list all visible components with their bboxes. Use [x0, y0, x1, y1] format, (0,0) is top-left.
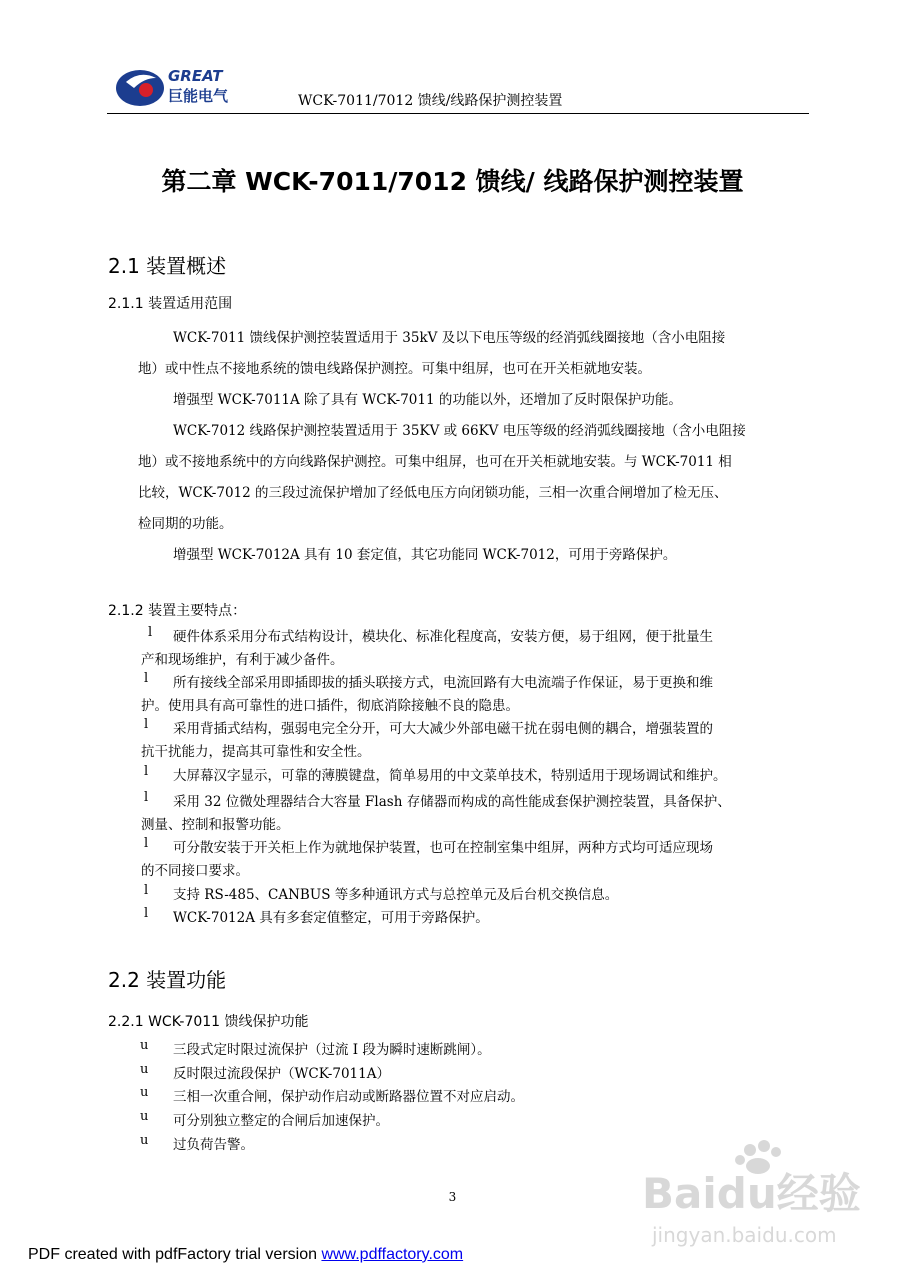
paragraph-line: WCK-7012 线路保护测控装置适用于 35KV 或 66KV 电压等级的经消弧线圈接地（含小电阻接: [173, 423, 746, 439]
section-2-1-heading: 2.1 装置概述: [108, 254, 227, 278]
bullet-text: 硬件体系采用分布式结构设计，模块化、标准化程度高，安装方便，易于组网，便于批量生: [173, 629, 713, 645]
section-2-1-2-heading: 2.1.2 装置主要特点：: [108, 603, 247, 619]
bullet-text: 支持 RS-485、CANBUS 等多种通讯方式与总控单元及后台机交换信息。: [173, 887, 619, 903]
bullet-text: 的不同接口要求。: [141, 863, 249, 879]
bullet-marker: u: [140, 1038, 149, 1053]
function-item: 可分别独立整定的合闸后加速保护。: [173, 1113, 389, 1129]
paragraph-line: 增强型 WCK-7012A 具有 10 套定值，其它功能同 WCK-7012，可用于旁路保护。: [173, 547, 677, 563]
footer-text: PDF created with pdfFactory trial version: [28, 1246, 322, 1263]
function-item: 三相一次重合闸，保护动作启动或断路器位置不对应启动。: [173, 1089, 524, 1105]
bullet-marker: l: [144, 717, 149, 732]
bullet-marker: l: [144, 671, 149, 686]
bullet-text: 采用背插式结构，强弱电完全分开，可大大减少外部电磁干扰在弱电侧的耦合，增强装置的: [173, 721, 713, 737]
page-number: 3: [448, 1190, 457, 1204]
paragraph-line: 增强型 WCK-7011A 除了具有 WCK-7011 的功能以外，还增加了反时限保护功能。: [173, 392, 682, 408]
bullet-text: WCK-7012A 具有多套定值整定，可用于旁路保护。: [173, 910, 489, 926]
bullet-marker: l: [144, 836, 149, 851]
baidu-jingyan-watermark: [640, 1140, 870, 1250]
header-rule: [107, 113, 809, 114]
bullet-marker: u: [140, 1062, 149, 1077]
bullet-marker: l: [144, 883, 149, 898]
function-item: 反时限过流段保护（WCK-7011A）: [173, 1066, 390, 1082]
bullet-text: 所有接线全部采用即插即拔的插头联接方式，电流回路有大电流端子作保证，易于更换和维: [173, 675, 713, 691]
bullet-marker: u: [140, 1085, 149, 1100]
bullet-text: 可分散安装于开关柜上作为就地保护装置，也可在控制室集中组屏，两种方式均可适应现场: [173, 840, 713, 856]
logo-latin-text: GREAT: [168, 67, 223, 85]
section-2-2-heading: 2.2 装置功能: [108, 968, 227, 992]
bullet-text: 护。使用具有高可靠性的进口插件，彻底消除接触不良的隐患。: [141, 698, 519, 714]
bullet-text: 采用 32 位微处理器结合大容量 Flash 存储器而构成的高性能成套保护测控装置，具备保护、: [173, 794, 731, 810]
paragraph-line: 地）或中性点不接地系统的馈电线路保护测控。可集中组屏，也可在开关柜就地安装。: [138, 361, 651, 377]
bullet-marker: l: [144, 764, 149, 779]
watermark-url: jingyan.baidu.com: [652, 1223, 837, 1247]
bullet-marker: u: [140, 1133, 149, 1148]
chapter-title: 第二章 WCK-7011/7012 馈线/ 线路保护测控装置: [161, 167, 744, 196]
running-header-title: WCK-7011/7012 馈线/线路保护测控装置: [298, 93, 563, 109]
paragraph-line: WCK-7011 馈线保护测控装置适用于 35kV 及以下电压等级的经消弧线圈接地（含小电阻接: [173, 330, 726, 346]
bullet-text: 测量、控制和报警功能。: [141, 817, 290, 833]
function-item: 过负荷告警。: [173, 1137, 254, 1153]
bullet-marker: l: [148, 625, 153, 640]
section-2-1-1-heading: 2.1.1 装置适用范围: [108, 296, 233, 312]
bullet-marker: u: [140, 1109, 149, 1124]
pdf-footer: [28, 1246, 463, 1264]
bullet-marker: l: [144, 906, 149, 921]
footer-link[interactable]: www.pdffactory.com: [321, 1246, 464, 1263]
watermark-brand: Baidu经验: [642, 1169, 861, 1218]
paragraph-line: 检同期的功能。: [138, 516, 233, 532]
bullet-text: 抗干扰能力，提高其可靠性和安全性。: [141, 744, 371, 760]
bullet-text: 产和现场维护，有利于减少备件。: [141, 652, 344, 668]
function-item: 三段式定时限过流保护（过流 I 段为瞬时速断跳闸）。: [173, 1042, 491, 1058]
paragraph-line: 地）或不接地系统中的方向线路保护测控。可集中组屏，也可在开关柜就地安装。与 WCK-7011 相: [138, 454, 732, 470]
bullet-text: 大屏幕汉字显示，可靠的薄膜键盘，简单易用的中文菜单技术，特别适用于现场调试和维护。: [173, 768, 727, 784]
paragraph-line: 比较，WCK-7012 的三段过流保护增加了经低电压方向闭锁功能，三相一次重合闸增加了检无压、: [138, 485, 728, 501]
company-logo: [110, 64, 240, 110]
section-2-2-1-heading: 2.2.1 WCK-7011 馈线保护功能: [108, 1014, 309, 1030]
bullet-marker: l: [144, 790, 149, 805]
logo-chinese-text: 巨能电气: [168, 87, 229, 105]
